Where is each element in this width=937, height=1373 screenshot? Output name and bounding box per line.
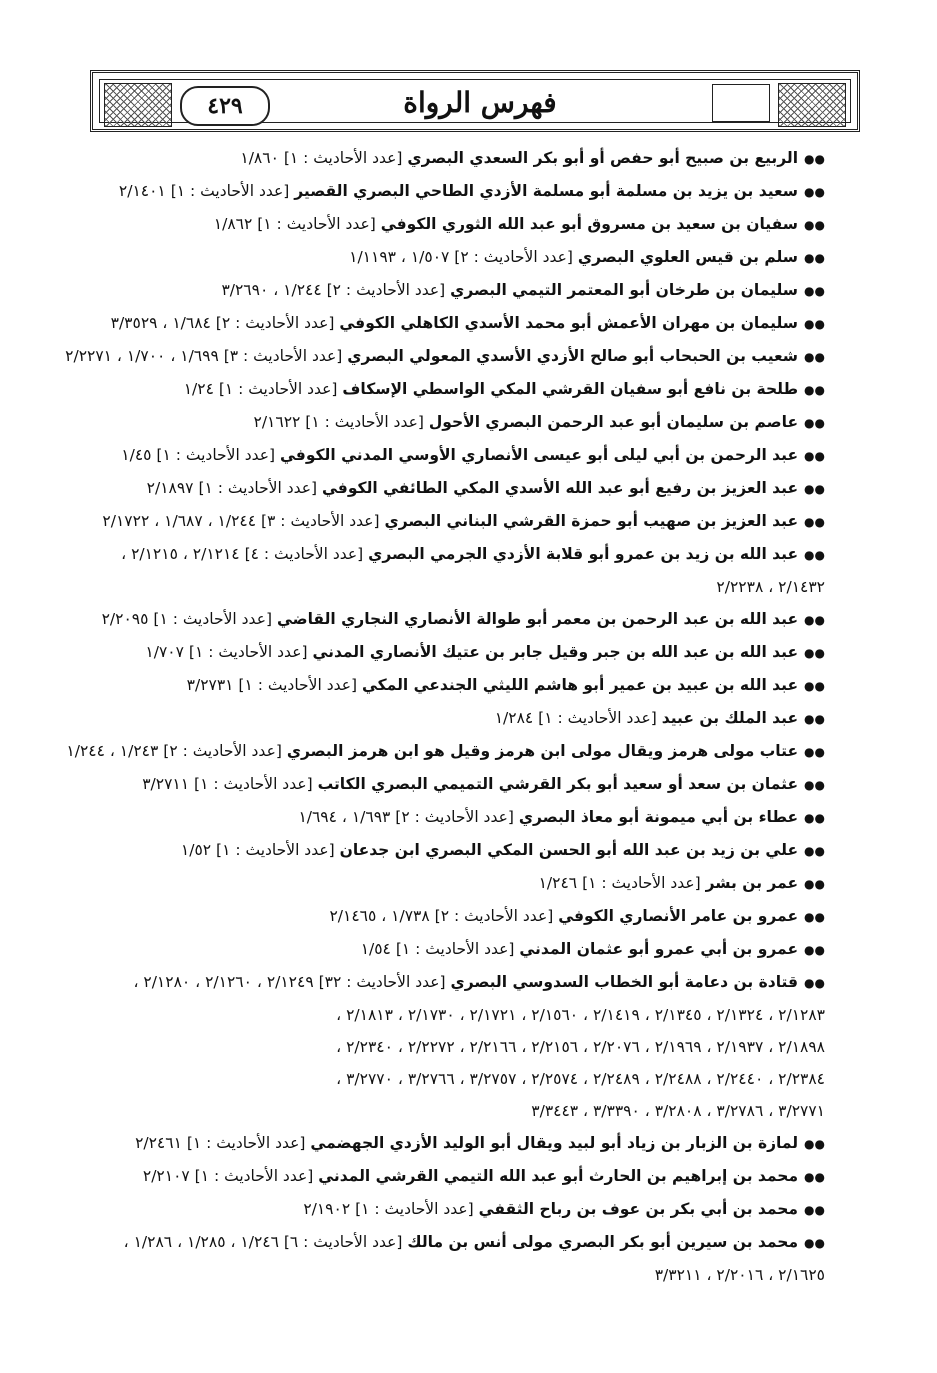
list-item	[60, 1193, 825, 1226]
hadith-count-refs: [عدد الأحاديث : ١] ١/٨٦٢	[213, 215, 376, 233]
narrator-name: علي بن زيد بن عبد الله أبو الحسن المكي البصري ابن جدعان	[339, 841, 799, 859]
bullet-icon: ●●	[804, 218, 825, 232]
hadith-count-refs: [عدد الأحاديث : ١] ٢/١٨٩٧	[146, 479, 318, 497]
narrator-name: عبد الله بن عبد الله بن جبر وقيل جابر بن عتيك الأنصاري المدني	[312, 643, 799, 661]
bullet-icon: ●●	[804, 1236, 825, 1250]
narrator-name: عبد العزيز بن صهيب أبو حمزة القرشي البناني البصري	[384, 512, 799, 530]
ornament-left	[104, 83, 172, 127]
hadith-count-refs: [عدد الأحاديث : ١] ٢/٢٠٩٥	[101, 610, 272, 628]
narrator-name: طلحة بن نافع أبو سفيان القرشي المكي الواسطي الإسكاف	[342, 380, 799, 398]
narrator-name: سفيان بن سعيد بن مسروق أبو عبد الله الثوري الكوفي	[380, 215, 799, 233]
narrator-name: الربيع بن صبيح أبو حفص أو أبو بكر السعدي البصري	[407, 149, 799, 167]
list-item	[60, 1226, 825, 1259]
hadith-count-refs: [عدد الأحاديث : ١] ٢/٢٤٦١	[135, 1134, 306, 1152]
narrator-name: شعيب بن الحبحاب أبو صالح الأزدي الأسدي المعولي البصري	[347, 347, 799, 365]
hadith-count-refs: [عدد الأحاديث : ٢] ١/٢٤٣ ، ١/٢٤٤	[66, 742, 282, 760]
book-seal-logo	[712, 84, 770, 122]
reference-continuation: ٢/١٨٩٨ ، ٢/١٩٣٧ ، ٢/١٩٦٩ ، ٢/٢٠٧٦ ، ٢/٢١٥٦ ، ٢/٢١٦٦ ، ٢/٢٢٧٢ ، ٢/٢٣٤٠ ،	[336, 1038, 825, 1056]
hadith-count-refs: [عدد الأحاديث : ٣] ١/٦٩٩ ، ١/٧٠٠ ، ٢/٢٢٧١	[65, 347, 343, 365]
list-item	[60, 505, 825, 538]
bullet-icon: ●●	[804, 383, 825, 397]
hadith-count-refs: [عدد الأحاديث : ٣] ١/٢٤٤ ، ١/٦٨٧ ، ٢/١٧٢٢	[102, 512, 380, 530]
bullet-icon: ●●	[804, 910, 825, 924]
narrator-name: عبد الرحمن بن أبي ليلى أبو عيسى الأنصاري الأوسي المدني الكوفي	[279, 446, 799, 464]
bullet-icon: ●●	[804, 515, 825, 529]
list-item	[60, 933, 825, 966]
hadith-count-refs: [عدد الأحاديث : ١] ٣/٢٧١١	[142, 775, 313, 793]
bullet-icon: ●●	[804, 679, 825, 693]
narrator-name: قتادة بن دعامة أبو الخطاب السدوسي البصري	[450, 973, 799, 991]
bullet-icon: ●●	[804, 613, 825, 627]
list-item	[60, 538, 825, 571]
list-item	[60, 735, 825, 768]
bullet-icon: ●●	[804, 152, 825, 166]
list-item	[60, 900, 825, 933]
ornament-right	[778, 83, 846, 127]
page-number: ٤٢٩	[180, 86, 270, 126]
hadith-count-refs: [عدد الأحاديث : ١] ١/٢٤	[183, 380, 338, 398]
list-item	[60, 834, 825, 867]
narrator-name: عاصم بن سليمان أبو عبد الرحمن البصري الأحول	[428, 413, 799, 431]
list-item	[60, 636, 825, 669]
bullet-icon: ●●	[804, 943, 825, 957]
header-frame	[99, 79, 851, 123]
bullet-icon: ●●	[804, 811, 825, 825]
narrator-name: عبد الله بن عبيد بن عمير أبو هاشم الليثي الجندعي المكي	[361, 676, 799, 694]
narrator-name: عبد الله بن عبد الرحمن بن معمر أبو طوالة الأنصاري النجاري القاضي	[276, 610, 799, 628]
list-item	[60, 669, 825, 702]
bullet-icon: ●●	[804, 185, 825, 199]
narrator-name: عبد الملك بن عبيد	[661, 709, 799, 727]
hadith-count-refs: [عدد الأحاديث : ٣٢] ٢/١٢٤٩ ، ٢/١٢٦٠ ، ٢/١٢٨٠ ،	[133, 973, 446, 991]
hadith-count-refs: [عدد الأحاديث : ١] ٢/٢١٠٧	[142, 1167, 314, 1185]
bullet-icon: ●●	[804, 548, 825, 562]
narrator-name: عتاب مولى هرمز ويقال مولى ابن هرمز وقيل هو ابن هرمز البصري	[286, 742, 799, 760]
hadith-count-refs: [عدد الأحاديث : ١] ١/٤٥	[121, 446, 276, 464]
hadith-count-refs: [عدد الأحاديث : ١] ٣/٢٧٣١	[186, 676, 358, 694]
narrator-name: عمرو بن عامر الأنصاري الكوفي	[558, 907, 799, 925]
list-item	[60, 966, 825, 999]
hadith-count-refs: [عدد الأحاديث : ٢] ١/٦٩٣ ، ١/٦٩٤	[298, 808, 514, 826]
bullet-icon: ●●	[804, 778, 825, 792]
list-item	[60, 768, 825, 801]
page-header	[90, 70, 860, 132]
hadith-count-refs: [عدد الأحاديث : ١] ١/٥٢	[180, 841, 335, 859]
bullet-icon: ●●	[804, 1170, 825, 1184]
bullet-icon: ●●	[804, 350, 825, 364]
narrator-name: محمد بن سيرين أبو بكر البصري مولى أنس بن مالك	[407, 1233, 799, 1251]
list-item	[60, 702, 825, 735]
narrator-name: عبد الله بن زيد بن عمرو أبو قلابة الأزدي الجرمي البصري	[368, 545, 799, 563]
narrator-name: محمد بن أبي بكر بن عوف بن رباح الثقفي	[478, 1200, 799, 1218]
list-item	[60, 340, 825, 373]
bullet-icon: ●●	[804, 646, 825, 660]
hadith-count-refs: [عدد الأحاديث : ١] ١/٢٨٤	[494, 709, 657, 727]
narrator-name: سليمان بن مهران الأعمش أبو محمد الأسدي الكاهلي الكوفي	[339, 314, 799, 332]
list-item	[60, 439, 825, 472]
list-item	[60, 1160, 825, 1193]
hadith-count-refs: [عدد الأحاديث : ٢] ١/٦٨٤ ، ٣/٣٥٢٩	[110, 314, 335, 332]
list-item	[60, 208, 825, 241]
list-item	[60, 175, 825, 208]
list-item	[60, 373, 825, 406]
narrator-name: محمد بن إبراهيم بن الحارث أبو عبد الله التيمي القرشي المدني	[318, 1167, 799, 1185]
hadith-count-refs: [عدد الأحاديث : ١] ١/٢٤٦	[538, 874, 701, 892]
list-item	[60, 867, 825, 900]
hadith-count-refs: [عدد الأحاديث : ٢] ١/٧٣٨ ، ٢/١٤٦٥	[329, 907, 554, 925]
list-item	[60, 307, 825, 340]
hadith-count-refs: [عدد الأحاديث : ٢] ١/٥٠٧ ، ١/١١٩٣	[349, 248, 573, 266]
hadith-count-refs: [عدد الأحاديث : ٦] ١/٢٤٦ ، ١/٢٨٥ ، ١/٢٨٦ ،	[123, 1233, 403, 1251]
list-item	[60, 1127, 825, 1160]
bullet-icon: ●●	[804, 284, 825, 298]
hadith-count-refs: [عدد الأحاديث : ١] ٢/١٩٠٢	[303, 1200, 474, 1218]
bullet-icon: ●●	[804, 317, 825, 331]
bullet-icon: ●●	[804, 449, 825, 463]
bullet-icon: ●●	[804, 844, 825, 858]
narrators-index-list	[60, 142, 825, 1291]
bullet-icon: ●●	[804, 482, 825, 496]
reference-continuation: ٢/١٤٣٢ ، ٢/٢٢٣٨	[716, 578, 825, 596]
list-item	[60, 801, 825, 834]
narrator-name: عمرو بن أبي عمرو أبو عثمان المدني	[519, 940, 799, 958]
reference-continuation: ٣/٢٧٧١ ، ٣/٢٧٨٦ ، ٣/٢٨٠٨ ، ٣/٣٣٩٠ ، ٣/٣٤٤٣	[531, 1102, 825, 1120]
hadith-count-refs: [عدد الأحاديث : ١] ٢/١٤٠١	[118, 182, 290, 200]
hadith-count-refs: [عدد الأحاديث : ١] ١/٨٦٠	[240, 149, 403, 167]
bullet-icon: ●●	[804, 251, 825, 265]
narrator-name: سعيد بن يزيد بن مسلمة أبو مسلمة الأزدي الطاحي البصري القصير	[294, 182, 799, 200]
reference-continuation: ٢/١٦٢٥ ، ٢/٢٠١٦ ، ٣/٣٢١١	[654, 1266, 825, 1284]
reference-continuation: ٢/١٢٨٣ ، ٢/١٣٢٤ ، ٢/١٣٤٥ ، ٢/١٤١٩ ، ٢/١٥٦٠ ، ٢/١٧٢١ ، ٢/١٧٣٠ ، ٢/١٨١٣ ،	[336, 1006, 825, 1024]
hadith-count-refs: [عدد الأحاديث : ٢] ١/٢٤٤ ، ٣/٢٦٩٠	[221, 281, 446, 299]
bullet-icon: ●●	[804, 712, 825, 726]
hadith-count-refs: [عدد الأحاديث : ١] ٢/١٦٢٢	[253, 413, 424, 431]
bullet-icon: ●●	[804, 1137, 825, 1151]
bullet-icon: ●●	[804, 1203, 825, 1217]
list-item	[60, 406, 825, 439]
list-item	[60, 241, 825, 274]
page-title: فهرس الرواة	[403, 86, 557, 119]
narrator-name: عمر بن بشر	[705, 874, 799, 892]
list-item	[60, 472, 825, 505]
narrator-name: عبد العزيز بن رفيع أبو عبد الله الأسدي المكي الطائفي الكوفي	[322, 479, 799, 497]
list-item	[60, 603, 825, 636]
bullet-icon: ●●	[804, 416, 825, 430]
narrator-name: سليمان بن طرخان أبو المعتمر التيمي البصري	[450, 281, 799, 299]
hadith-count-refs: [عدد الأحاديث : ١] ١/٥٤	[360, 940, 515, 958]
narrator-name: عثمان بن سعد أو سعيد أبو بكر القرشي التميمي البصري الكاتب	[317, 775, 799, 793]
list-item	[60, 274, 825, 307]
narrator-name: لمازة بن الزبار بن زياد أبو لبيد ويقال أبو الوليد الأزدي الجهضمي	[310, 1134, 799, 1152]
reference-continuation: ٢/٢٣٨٤ ، ٢/٢٤٤٠ ، ٢/٢٤٨٨ ، ٢/٢٤٨٩ ، ٢/٢٥٧٤ ، ٣/٢٧٥٧ ، ٣/٢٧٦٦ ، ٣/٢٧٧٠ ،	[336, 1070, 825, 1088]
bullet-icon: ●●	[804, 745, 825, 759]
bullet-icon: ●●	[804, 877, 825, 891]
hadith-count-refs: [عدد الأحاديث : ١] ١/٧٠٧	[145, 643, 308, 661]
hadith-count-refs: [عدد الأحاديث : ٤] ٢/١٢١٤ ، ٢/١٢١٥ ،	[121, 545, 364, 563]
narrator-name: عطاء بن أبي ميمونة أبو معاذ البصري	[518, 808, 799, 826]
bullet-icon: ●●	[804, 976, 825, 990]
narrator-name: سلم بن قيس العلوي البصري	[577, 248, 799, 266]
list-item	[60, 142, 825, 175]
